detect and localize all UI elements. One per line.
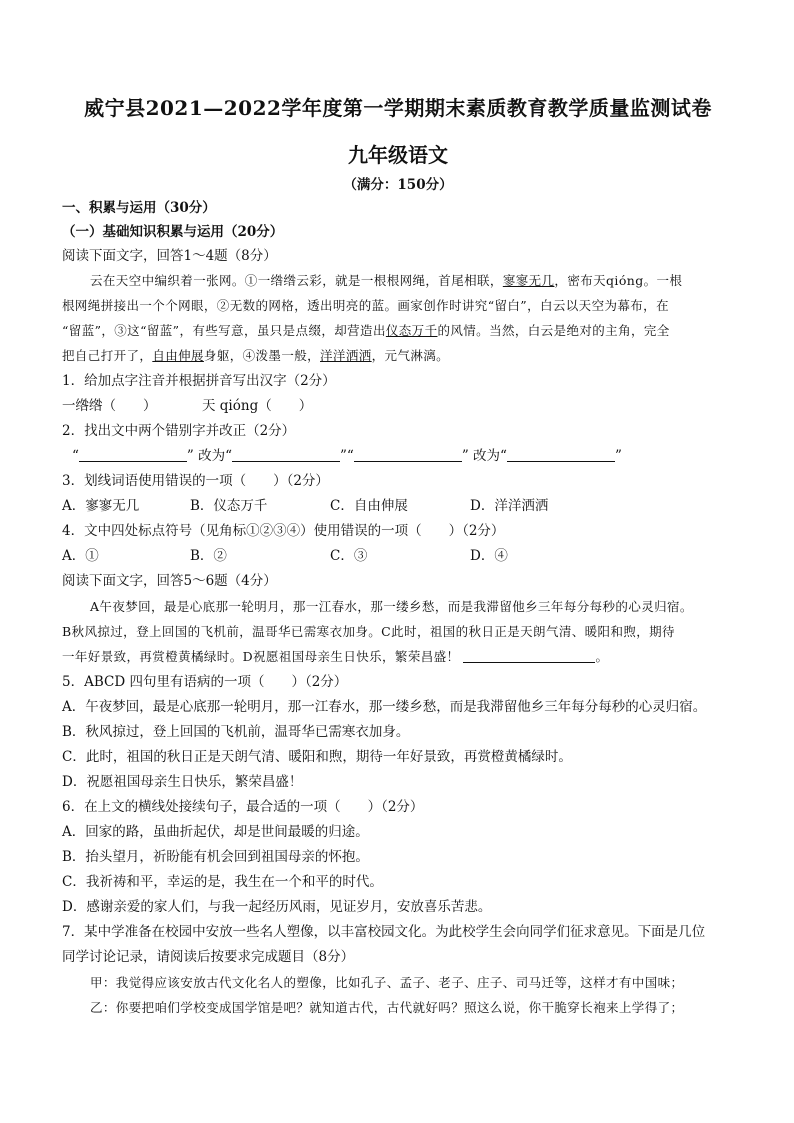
question-5: 5．ABCD 四句里有语病的一项（ ）（2分） xyxy=(62,674,348,690)
q4-option-a[interactable]: A．① xyxy=(62,548,99,564)
q3-option-c[interactable]: C．自由伸展 xyxy=(330,498,408,514)
q4-option-c[interactable]: C．③ xyxy=(330,548,368,564)
q6-option-a[interactable]: A．回家的路，虽曲折起伏，却是世间最暖的归途。 xyxy=(62,824,369,840)
underlined-word: 仪态万千 xyxy=(385,323,438,338)
q2-blank-1[interactable] xyxy=(79,448,187,462)
question-4: 4．文中四处标点符号（见角标①②③④）使用错误的一项（ ）（2分） xyxy=(62,523,505,539)
q2-blank-4[interactable] xyxy=(507,448,615,462)
question-4-options xyxy=(62,547,742,565)
passage1-line-3: “留蓝”，③这“留蓝”，有些写意，虽只是点缀，却营造出仪态万千的风情。当然，白云是绝对的主角，完全 xyxy=(62,323,670,338)
discussion-jia: 甲：我觉得应该安放古代文化名人的塑像，比如孔子、孟子、老子、庄子、司马迁等，这样才有中国味； xyxy=(90,975,684,990)
question-7-line-2: 同学讨论记录，请阅读后按要求完成题目（8分） xyxy=(62,949,355,965)
question-3-options xyxy=(62,497,742,515)
question-2-blanks: “ ” 改为“ ”“ ” 改为“ ” xyxy=(72,448,622,464)
subsection-heading: （一）基础知识积累与运用（20分） xyxy=(62,224,284,240)
question-2: 2．找出文中两个错别字并改正（2分） xyxy=(62,423,296,439)
reading-instruction-1: 阅读下面文字，回答1～4题（8分） xyxy=(62,248,277,264)
q3-option-d[interactable]: D．洋洋洒洒 xyxy=(470,498,549,514)
q2-blank-3[interactable] xyxy=(354,448,462,462)
passage2-blank[interactable] xyxy=(463,649,595,663)
q2-blank-2[interactable] xyxy=(232,448,340,462)
underlined-word: 寥寥无几 xyxy=(502,273,555,288)
question-1: 1．给加点字注音并根据拼音写出汉字（2分） xyxy=(62,373,336,389)
q6-option-c[interactable]: C．我祈祷和平，幸运的是，我生在一个和平的时代。 xyxy=(62,874,383,890)
passage2-line-3: 一年好景致，再赏橙黄橘绿时。D祝愿祖国母亲生日快乐，繁荣昌盛！ 。 xyxy=(62,649,609,664)
discussion-yi: 乙：你要把咱们学校变成国学馆是吧？就知道古代，古代就好吗？照这么说，你干脆穿长袍来上学得了； xyxy=(90,1000,684,1015)
q1-blank-b[interactable]: 天 qióng（ ） xyxy=(202,398,313,414)
full-score: （满分：150分） xyxy=(343,177,453,193)
passage1-line-4: 把自己打开了，自由伸展身躯，④泼墨一般，洋洋洒洒，元气淋漓。 xyxy=(62,348,450,363)
q5-option-c[interactable]: C．此时，祖国的秋日正是天朗气清、暖阳和煦，期待一年好景致，再赏橙黄橘绿时。 xyxy=(62,749,572,765)
exam-title: 威宁县2021—2022学年度第一学期期末素质教育教学质量监测试卷 xyxy=(84,96,712,120)
passage2-line-2: B秋风掠过，登上回国的飞机前，温哥华已需寒衣加身。C此时，祖国的秋日正是天朗气清、暖阳和煦，期待 xyxy=(62,624,675,639)
question-3: 3．划线词语使用错误的一项（ ）（2分） xyxy=(62,473,329,489)
passage1-line-1: 云在天空中编织着一张网。①一绺绺云彩，就是一根根网绳，首尾相联，寥寥无几，密布天qióng。一根 xyxy=(90,273,683,288)
underlined-word: 自由伸展 xyxy=(152,348,204,363)
passage2-line-1: A午夜梦回，最是心底那一轮明月，那一江春水，那一缕乡愁，而是我滞留他乡三年每分每秒的心灵归宿。 xyxy=(90,599,693,614)
underlined-word: 洋洋洒洒 xyxy=(320,348,372,363)
question-6: 6．在上文的横线处接续句子，最合适的一项（ ）（2分） xyxy=(62,799,424,815)
q5-option-d[interactable]: D．祝愿祖国母亲生日快乐，繁荣昌盛！ xyxy=(62,774,303,790)
q3-option-b[interactable]: B．仪态万千 xyxy=(190,498,268,514)
q6-option-d[interactable]: D．感谢亲爱的家人们，与我一起经历风雨，见证岁月，安放喜乐苦悲。 xyxy=(62,899,492,915)
question-1-blanks xyxy=(62,397,742,415)
q5-option-b[interactable]: B．秋风掠过，登上回国的飞机前，温哥华已需寒衣加身。 xyxy=(62,724,410,740)
q6-option-b[interactable]: B．抬头望月，祈盼能有机会回到祖国母亲的怀抱。 xyxy=(62,849,369,865)
q3-option-a[interactable]: A．寥寥无几 xyxy=(62,498,140,514)
question-7-line-1: 7．某中学准备在校园中安放一些名人塑像，以丰富校园文化。为此校学生会向同学们征求意见。下面是几位 xyxy=(62,924,706,940)
reading-instruction-2: 阅读下面文字，回答5～6题（4分） xyxy=(62,573,277,589)
exam-subtitle: 九年级语文 xyxy=(348,143,448,167)
section-heading: 一、积累与运用（30分） xyxy=(62,200,216,216)
q1-blank-a[interactable]: 一绺绺（ ） xyxy=(62,398,157,414)
q5-option-a[interactable]: A．午夜梦回，最是心底那一轮明月，那一江春水，那一缕乡愁，而是我滞留他乡三年每分每秒的心灵归宿。 xyxy=(62,699,707,715)
q4-option-d[interactable]: D．④ xyxy=(470,548,508,564)
passage1-line-2: 根网绳拼接出一个个网眼，②无数的网格，透出明亮的蓝。画家创作时讲究“留白”，白云以天空为幕布，在 xyxy=(62,298,669,313)
q4-option-b[interactable]: B．② xyxy=(190,548,227,564)
